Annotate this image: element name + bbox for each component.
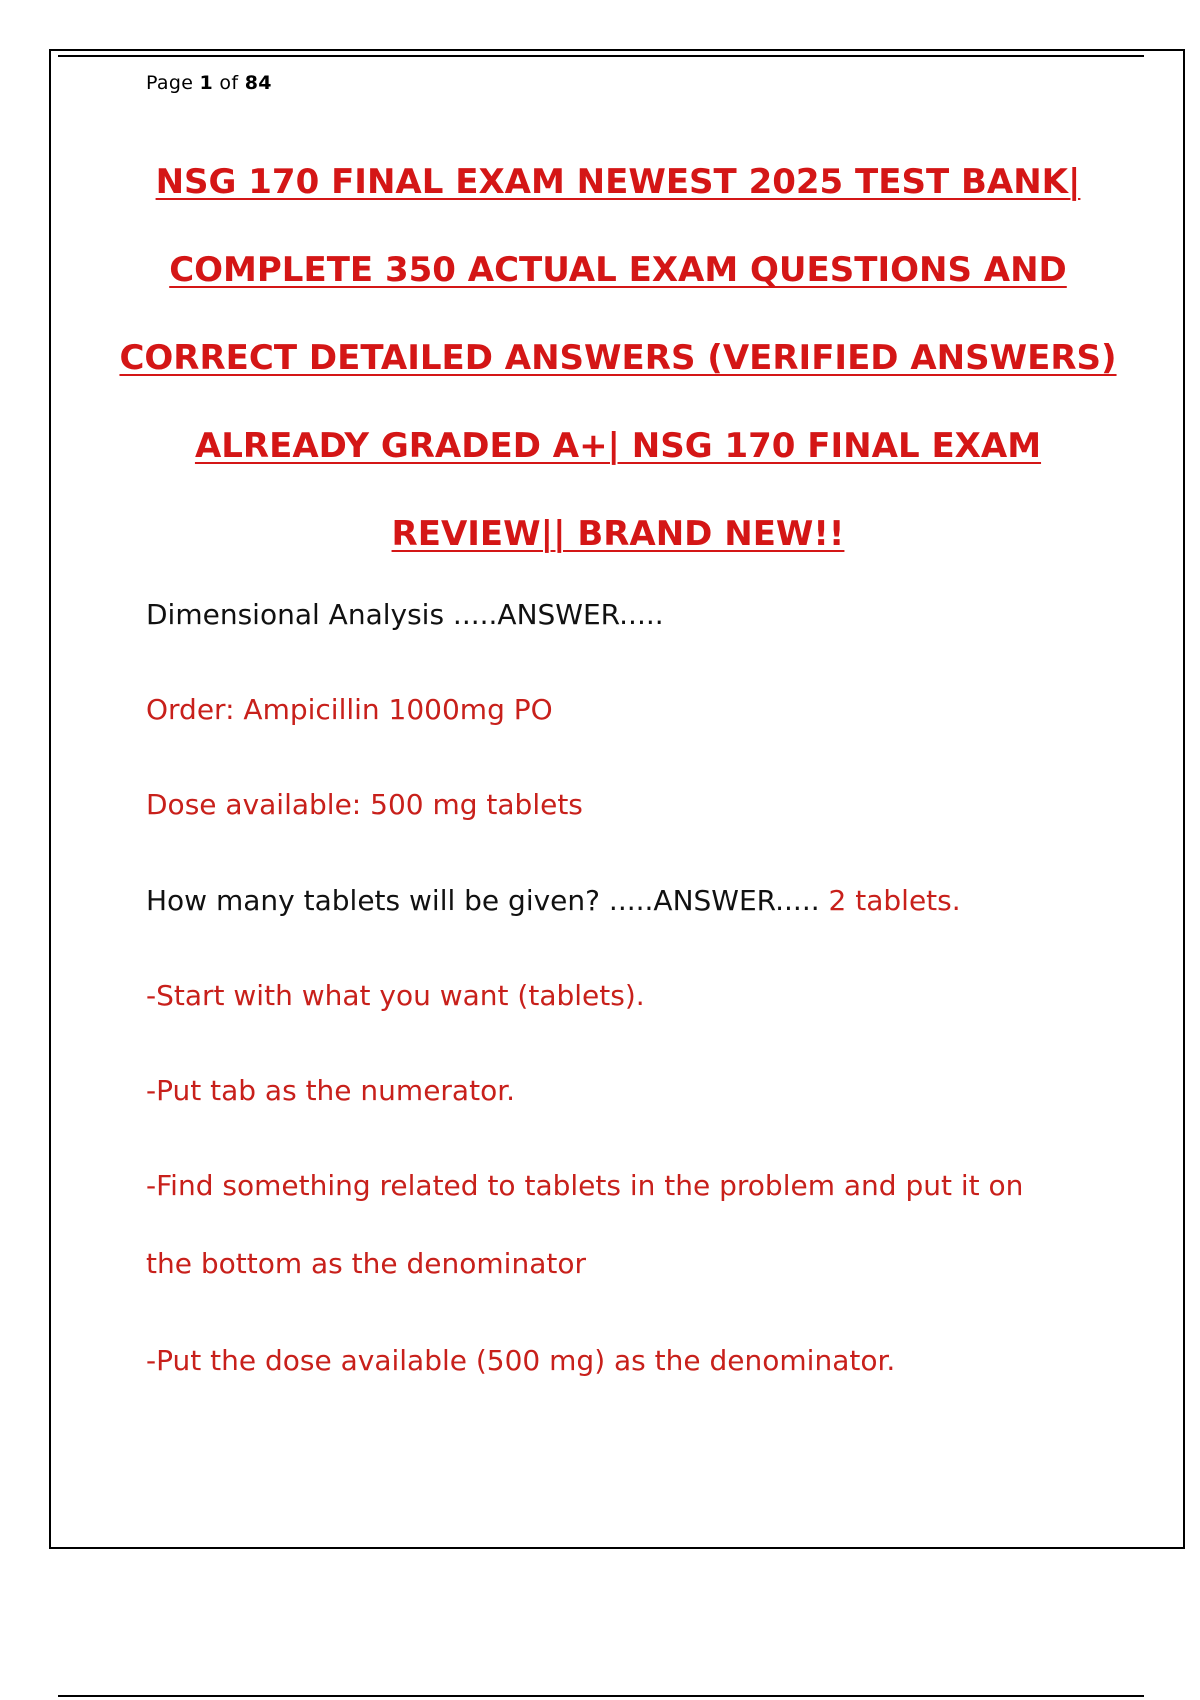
top-rule [58, 55, 1144, 57]
title-line-3: CORRECT DETAILED ANSWERS (VERIFIED ANSWERS) [119, 338, 1117, 378]
step-dose-denominator: -Put the dose available (500 mg) as the denominator. [146, 1344, 896, 1377]
page-number-label [146, 72, 272, 94]
document-title [100, 138, 1136, 578]
step-start-with-want: -Start with what you want (tablets). [146, 979, 645, 1012]
dose-available-line: Dose available: 500 mg tablets [146, 788, 583, 821]
page-current: 1 [199, 72, 214, 94]
page-of: of [219, 72, 239, 94]
page-prefix: Page [146, 72, 194, 94]
question-tablets [146, 884, 961, 917]
step-find-related-continued: the bottom as the denominator [146, 1247, 586, 1280]
step-find-related: -Find something related to tablets in the problem and put it on [146, 1169, 1024, 1202]
title-line-5: REVIEW|| BRAND NEW!! [391, 514, 845, 554]
step-put-tab-numerator: -Put tab as the numerator. [146, 1074, 516, 1107]
bottom-rule [58, 1695, 1144, 1697]
title-line-1: NSG 170 FINAL EXAM NEWEST 2025 TEST BANK| [155, 162, 1081, 202]
order-line: Order: Ampicillin 1000mg PO [146, 693, 553, 726]
title-line-4: ALREADY GRADED A+| NSG 170 FINAL EXAM [194, 426, 1042, 466]
question-tablets-answer: 2 tablets. [828, 884, 961, 917]
question-dimensional-analysis: Dimensional Analysis .....ANSWER..... [146, 598, 664, 631]
page-total: 84 [244, 72, 272, 94]
question-tablets-text: How many tablets will be given? .....ANSWER..... [146, 884, 820, 917]
title-line-2: COMPLETE 350 ACTUAL EXAM QUESTIONS AND [169, 250, 1067, 290]
